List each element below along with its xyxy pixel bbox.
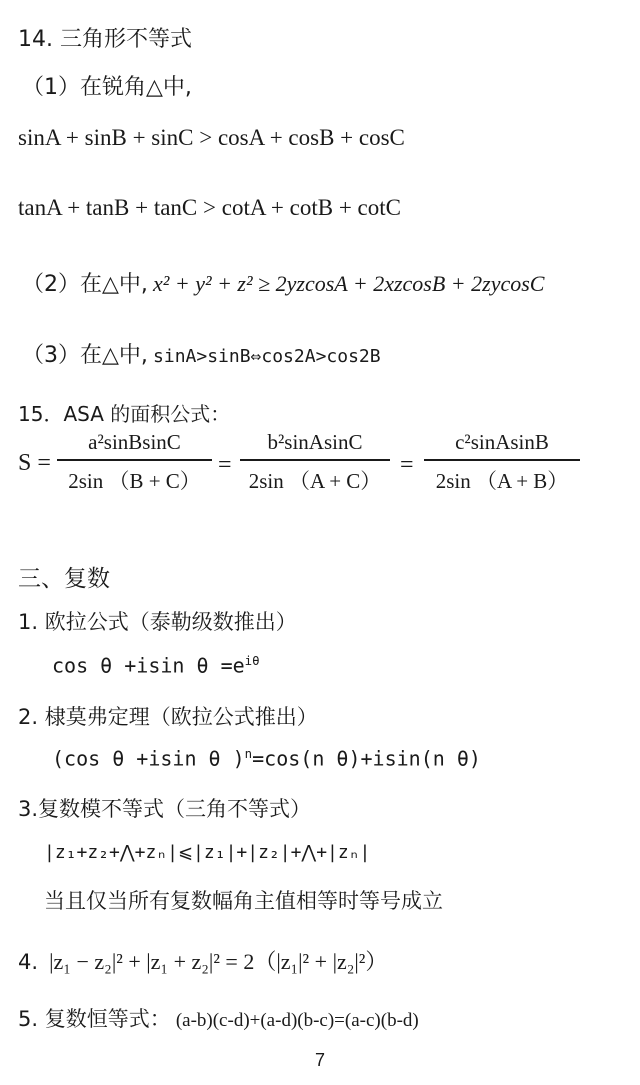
inequality-sin-cos: sinA + sinB + sinC > cosA + cosB + cosC — [18, 125, 405, 150]
fraction-1-bar — [57, 459, 212, 461]
section-14-heading: 14. 三角形不等式 — [18, 27, 192, 52]
de-moivre-heading: 2. 棣莫弗定理（欧拉公式推出） — [18, 705, 318, 729]
item-2-prefix: （2）在△中, — [22, 272, 148, 297]
complex-identity-label: 5. 复数恒等式： — [18, 1007, 171, 1031]
modulus-inequality-formula: |z₁+z₂+⋀+zₙ|⩽|z₁|+|z₂|+⋀+|zₙ| — [44, 842, 371, 863]
section-3-heading: 三、复数 — [18, 566, 110, 592]
fraction-2-numerator: b²sinAsinC — [267, 430, 363, 454]
euler-formula-base: cos θ +isin θ =e — [52, 653, 245, 678]
page-number: 7 — [314, 1050, 325, 1070]
fraction-3-denominator: 2sin （A + B） — [435, 468, 569, 493]
equality-condition-note: 当且仅当所有复数幅角主值相等时等号成立 — [44, 889, 443, 913]
de-moivre-exponent: n — [244, 746, 253, 761]
de-moivre-rhs: =cos(n θ)+isin(n θ) — [252, 746, 481, 771]
euler-formula — [52, 653, 260, 678]
area-formula-lhs: S = — [18, 450, 51, 476]
item-2-line — [22, 267, 544, 298]
parallelogram-identity-formula: |z₁ − z₂|² + |z₁ + z₂|² = 2（|z₁|² + |z₂|²） — [49, 949, 388, 974]
item-1-text: （1）在锐角△中, — [22, 75, 192, 100]
fraction-1-denominator: 2sin （B + C） — [68, 468, 201, 493]
parallelogram-identity-line — [18, 945, 387, 976]
fraction-3-numerator: c²sinAsinB — [455, 430, 549, 454]
fraction-2-bar — [240, 459, 390, 461]
equals-sign-2: = — [400, 452, 414, 478]
section-15-heading: 15．ASA 的面积公式： — [18, 402, 231, 426]
equals-sign-1: = — [218, 452, 232, 478]
area-fraction-3 — [424, 430, 580, 495]
item-2-formula: x² + y² + z² ≥ 2yzcosA + 2xzcosB + 2zycosC — [153, 271, 545, 296]
fraction-2-denominator: 2sin （A + C） — [248, 468, 382, 493]
area-fraction-2 — [240, 430, 390, 495]
fraction-1-numerator: a²sinBsinC — [88, 430, 181, 454]
fraction-3-bar — [424, 459, 580, 461]
inequality-tan-cot: tanA + tanB + tanC > cotA + cotB + cotC — [18, 195, 401, 220]
de-moivre-lhs: (cos θ +isin θ ) — [52, 746, 245, 771]
modulus-inequality-heading: 3.复数模不等式（三角不等式） — [18, 797, 312, 821]
item-3-formula: sinA>sinB⇔cos2A>cos2B — [153, 346, 381, 367]
item-3-prefix: （3）在△中, — [22, 343, 148, 368]
item-4-number: 4. — [18, 950, 39, 974]
euler-heading: 1. 欧拉公式（泰勒级数推出） — [18, 610, 297, 634]
de-moivre-formula — [52, 746, 481, 771]
item-3-line — [22, 338, 381, 369]
euler-formula-exponent: iθ — [244, 653, 260, 668]
area-fraction-1 — [57, 430, 212, 495]
complex-identity-line — [18, 1003, 419, 1033]
complex-identity-formula: (a-b)(c-d)+(a-d)(b-c)=(a-c)(b-d) — [175, 1010, 419, 1031]
